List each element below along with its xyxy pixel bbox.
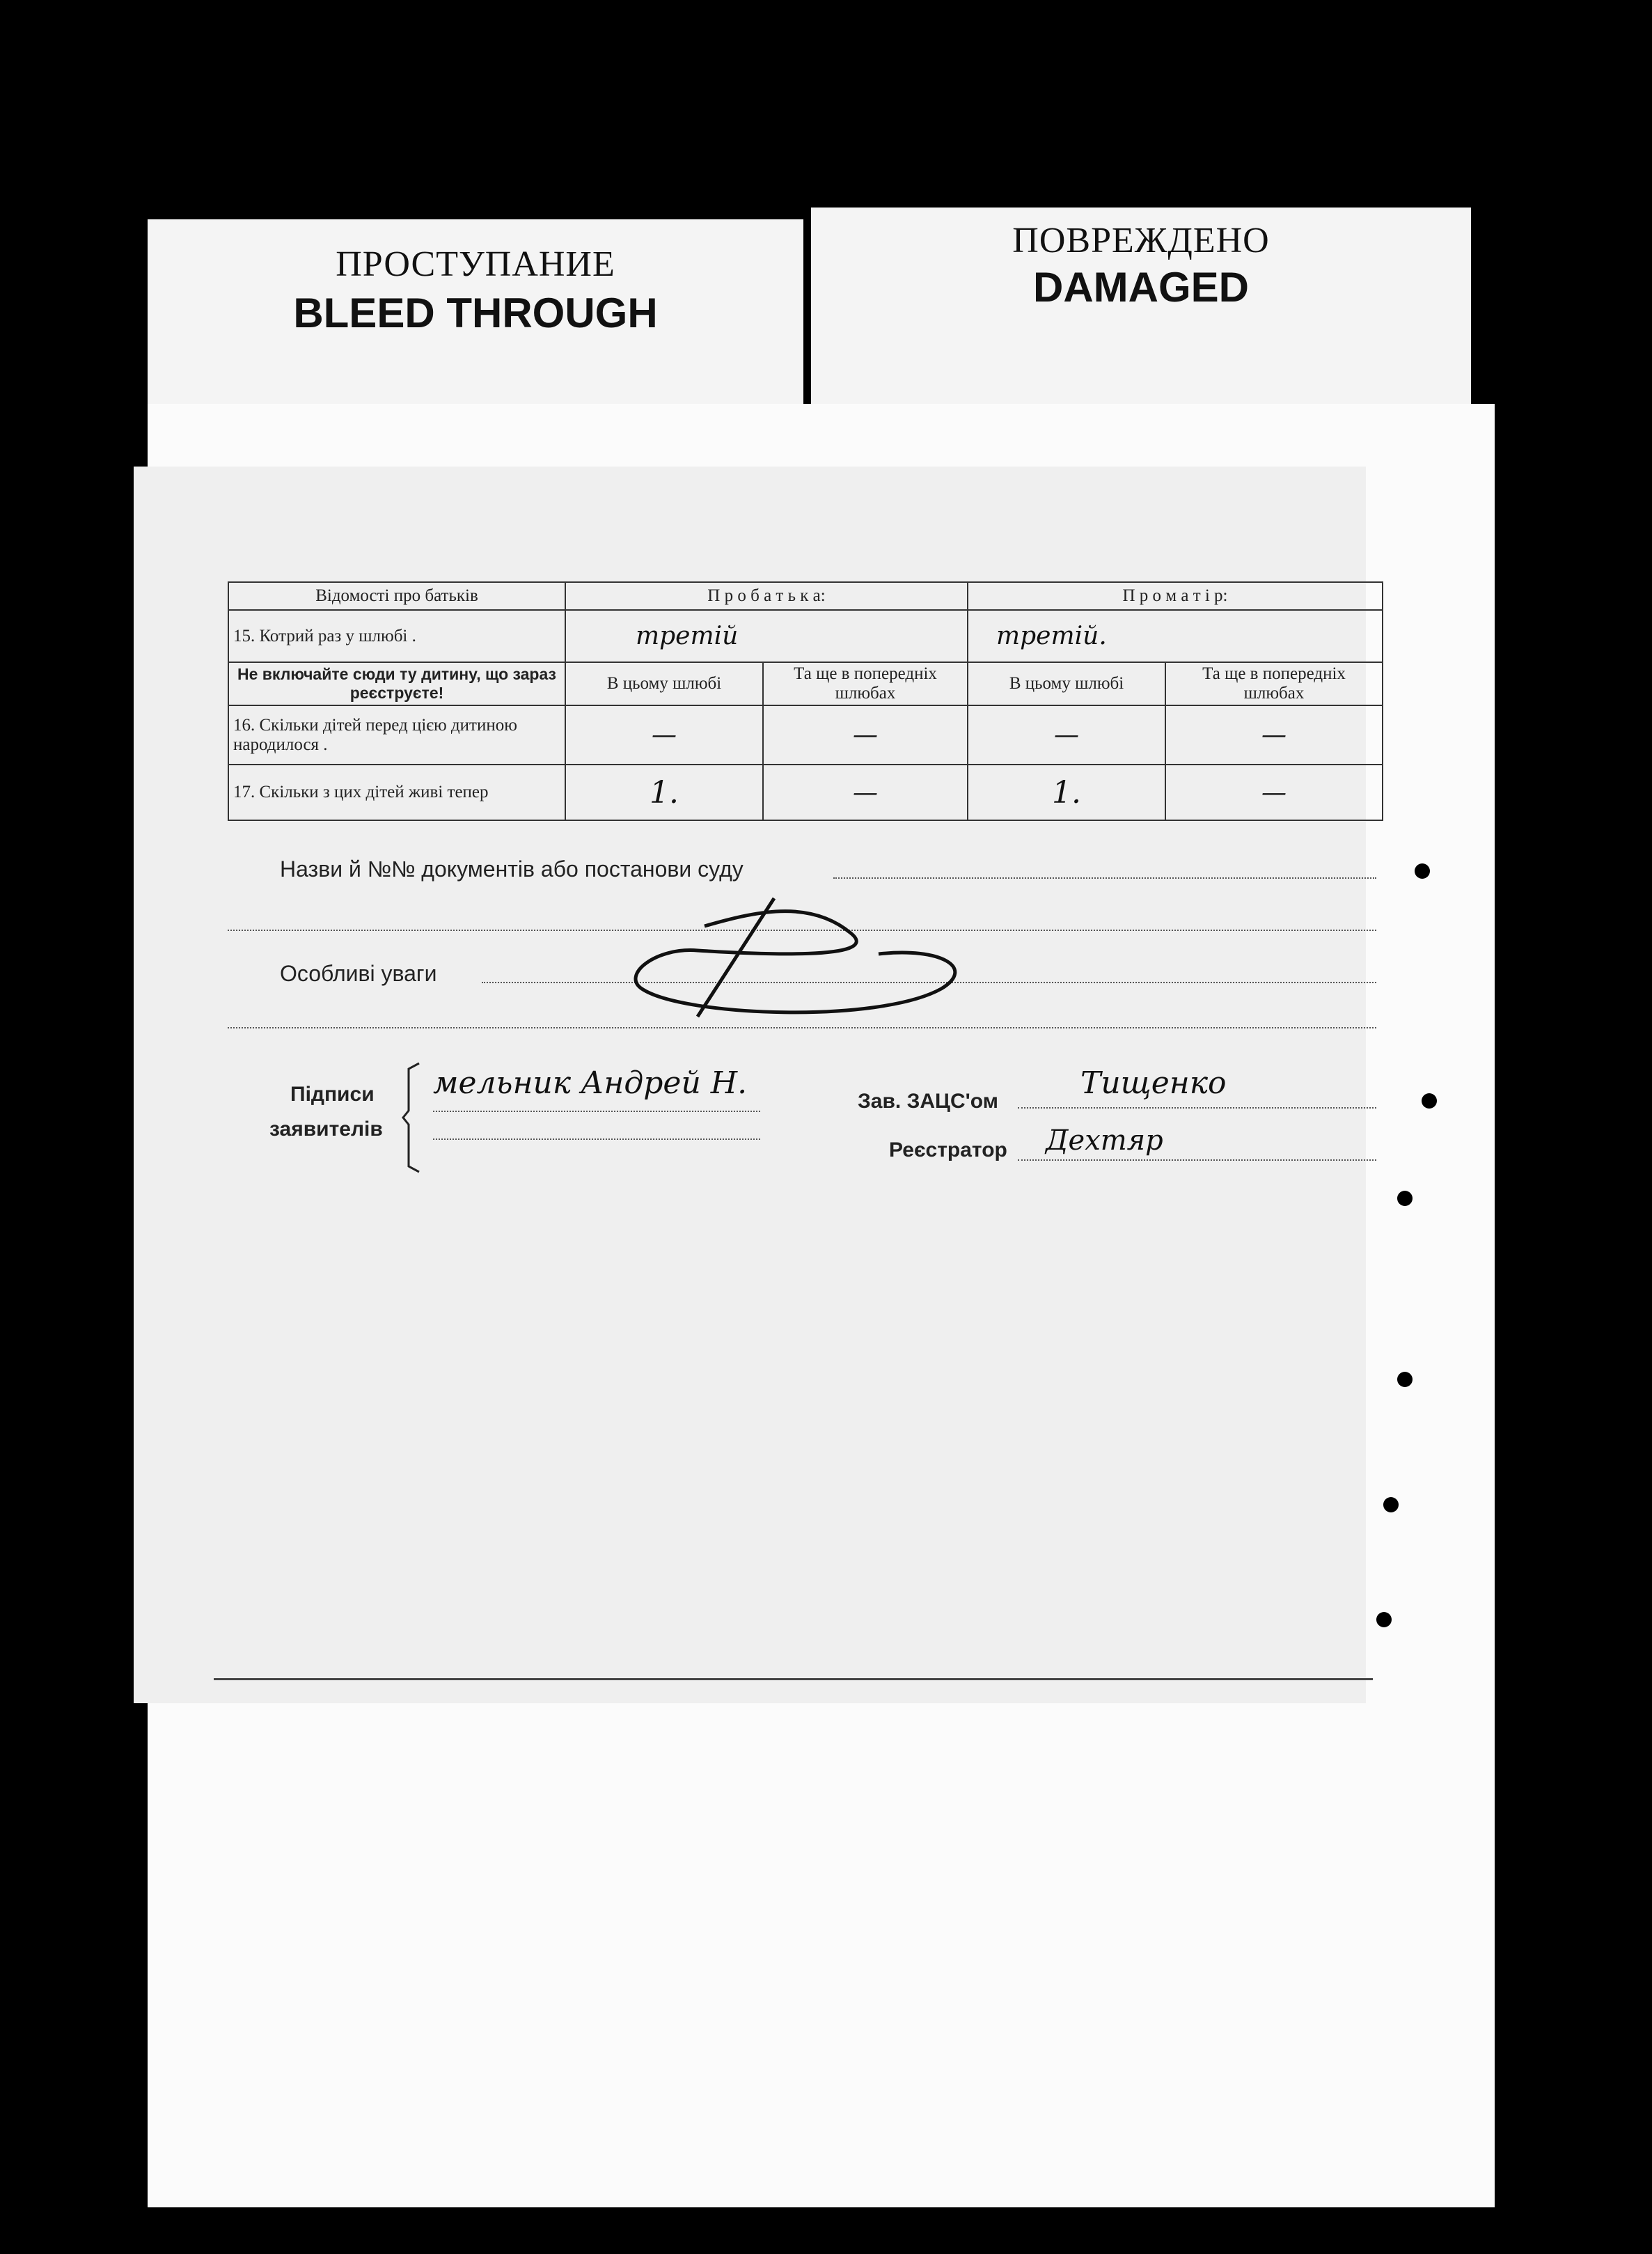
row16-father-prev: — bbox=[763, 705, 968, 765]
registrar-label: Реєстратор bbox=[889, 1138, 1007, 1161]
header-father: П р о б а т ь к а: bbox=[565, 582, 968, 610]
father-this-marriage: В цьому шлюбі bbox=[565, 662, 763, 705]
remarks-strike-flourish bbox=[614, 884, 976, 1031]
damaged-label-ru: ПОВРЕЖДЕНО bbox=[1012, 221, 1270, 260]
head-label: Зав. ЗАЦС'ом bbox=[858, 1090, 998, 1113]
header-mother: П р о м а т і р: bbox=[968, 582, 1383, 610]
damaged-card bbox=[811, 208, 1471, 409]
head-line bbox=[1018, 1107, 1376, 1109]
row15-label: 15. Котрий раз у шлюбі . bbox=[228, 610, 565, 662]
documents-label: Назви й №№ документів або постанови суду bbox=[280, 856, 744, 882]
bleed-through-label-en: BLEED THROUGH bbox=[293, 290, 658, 336]
header-label: Відомості про батьків bbox=[228, 582, 565, 610]
signatures-brace bbox=[402, 1062, 423, 1173]
row17-father-this: 1. bbox=[565, 765, 763, 820]
record-page bbox=[134, 467, 1366, 1703]
applicant-line-1 bbox=[433, 1111, 760, 1112]
head-signature: Тищенко bbox=[1080, 1065, 1227, 1101]
mother-prev-marriages: Та ще в попередніх шлюбах bbox=[1165, 662, 1383, 705]
parents-info-table bbox=[228, 581, 1383, 821]
remarks-label: Особливі уваги bbox=[280, 961, 437, 986]
row15-father: третій bbox=[565, 610, 968, 662]
punch-hole bbox=[1422, 1093, 1437, 1109]
row15-mother: третій. bbox=[968, 610, 1383, 662]
signatures-label-2: заявителів bbox=[269, 1118, 383, 1141]
mother-this-marriage: В цьому шлюбі bbox=[968, 662, 1165, 705]
punch-hole bbox=[1397, 1191, 1413, 1206]
row17-label: 17. Скільки з цих дітей живі тепер bbox=[228, 765, 565, 820]
bleed-through-card bbox=[148, 219, 803, 411]
damaged-label-en: DAMAGED bbox=[1033, 264, 1249, 311]
row16-label: 16. Скільки дітей перед цією дитиною народилося . bbox=[228, 705, 565, 765]
documents-line bbox=[833, 877, 1376, 879]
row17-father-prev: — bbox=[763, 765, 968, 820]
registrar-signature: Дехтяр bbox=[1046, 1125, 1163, 1157]
row16-mother-this: — bbox=[968, 705, 1165, 765]
applicant-line-2 bbox=[433, 1138, 760, 1140]
applicant-signature: мельник Андрей Н. bbox=[433, 1065, 748, 1101]
signatures-label: Підписи bbox=[290, 1083, 375, 1106]
row17-mother-prev: — bbox=[1165, 765, 1383, 820]
punch-hole bbox=[1383, 1497, 1399, 1512]
row16-father-this: — bbox=[565, 705, 763, 765]
row16-mother-prev: — bbox=[1165, 705, 1383, 765]
bottom-rule bbox=[214, 1678, 1373, 1680]
row17-mother-this: 1. bbox=[968, 765, 1165, 820]
bleed-through-label-ru: ПРОСТУПАНИЕ bbox=[336, 244, 615, 284]
punch-hole bbox=[1415, 863, 1430, 879]
registrar-line bbox=[1018, 1159, 1376, 1161]
punch-hole bbox=[1376, 1612, 1392, 1627]
exclude-note: Не включайте сюди ту дитину, що зараз реєструєте! bbox=[228, 662, 565, 705]
punch-hole bbox=[1397, 1372, 1413, 1387]
father-prev-marriages: Та ще в попередніх шлюбах bbox=[763, 662, 968, 705]
